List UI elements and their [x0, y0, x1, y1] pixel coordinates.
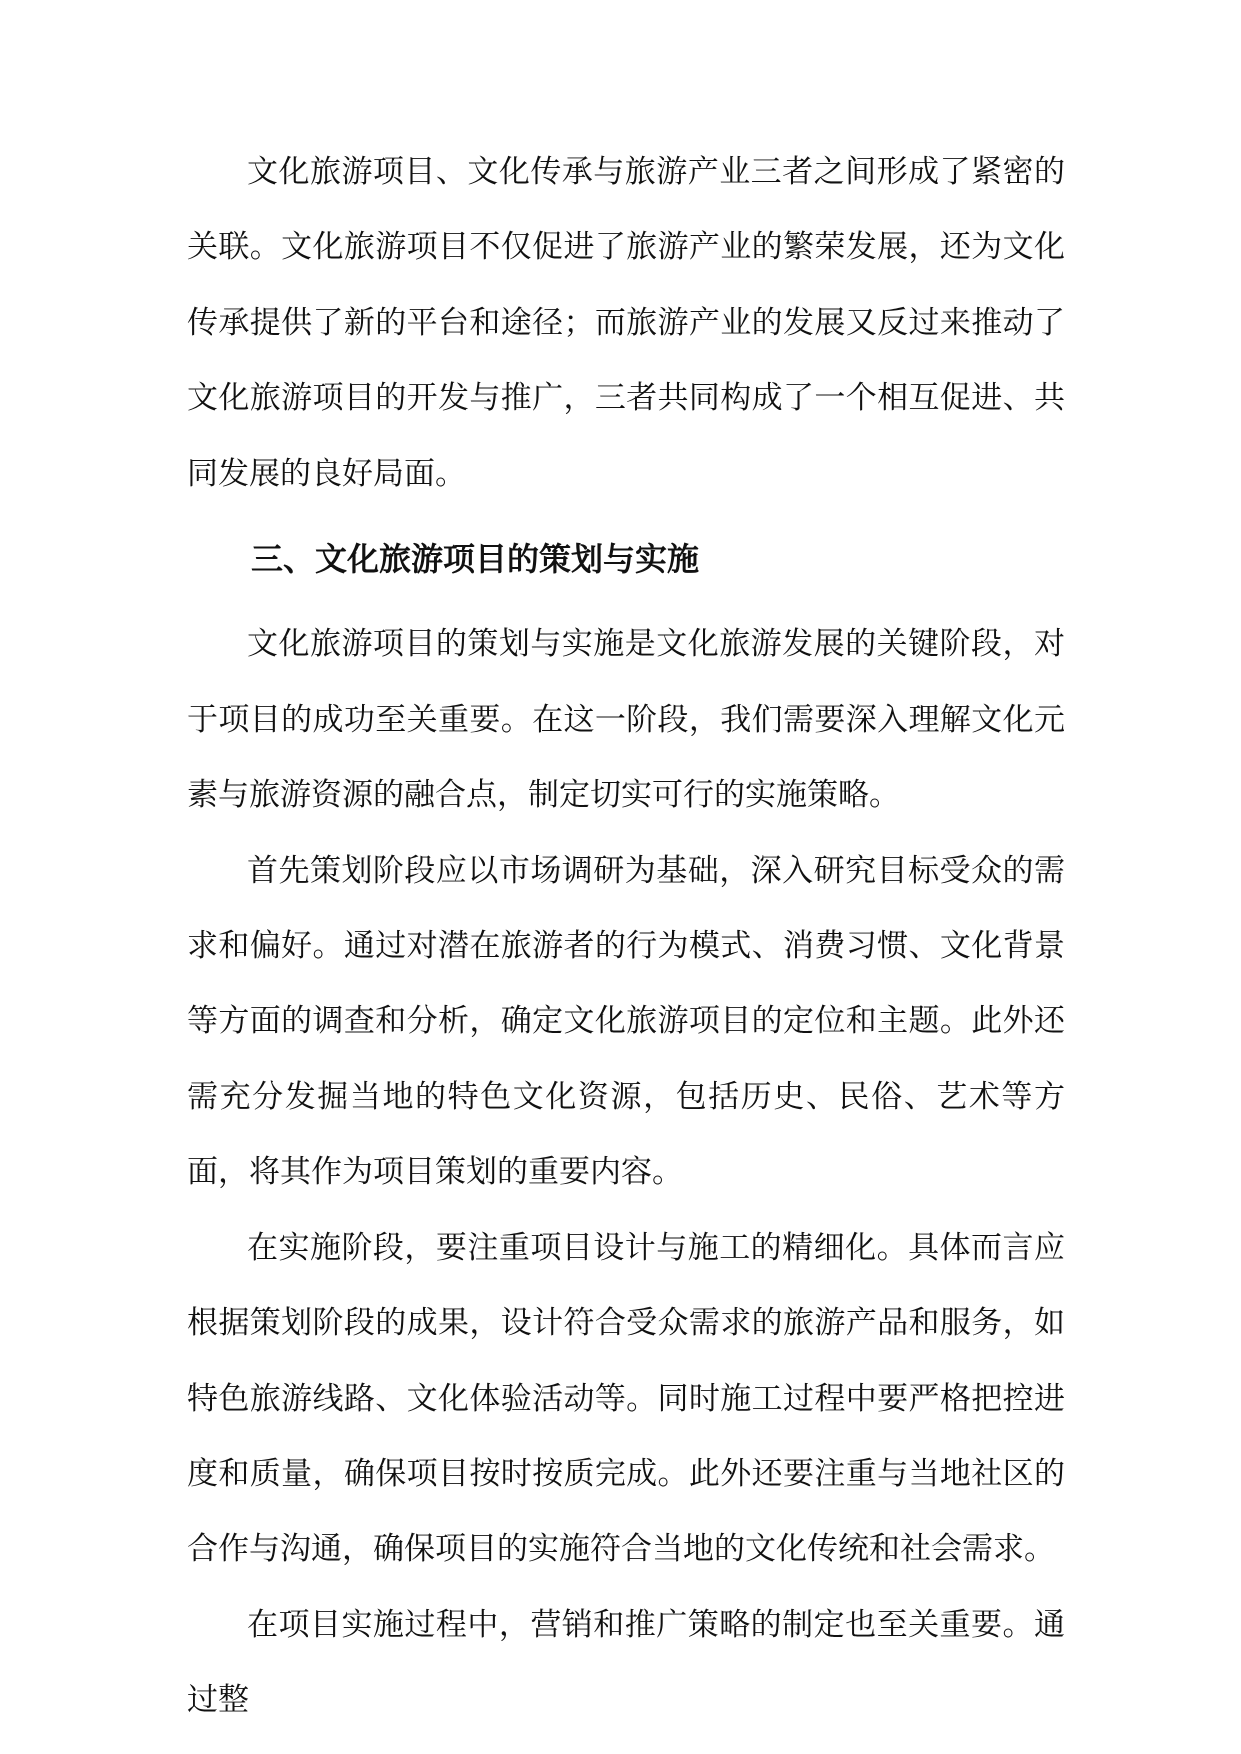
- paragraph: 在实施阶段，要注重项目设计与施工的精细化。具体而言应根据策划阶段的成果，设计符合受众需求的旅游产品和服务，如特色旅游线路、文化体验活动等。同时施工过程中要严格把控进度和质量，确保项目按时按质完成。此外还要注重与当地社区的合作与沟通，确保项目的实施符合当地的文化传统和社会需求。: [187, 1229, 1065, 1568]
- paragraph: 文化旅游项目、文化传承与旅游产业三者之间形成了紧密的关联。文化旅游项目不仅促进了旅游产业的繁荣发展，还为文化传承提供了新的平台和途径；而旅游产业的发展又反过来推动了文化旅游项目的开发与推广，三者共同构成了一个相互促进、共同发展的良好局面。: [187, 154, 1065, 492]
- section-heading: 三、文化旅游项目的策划与实施: [251, 540, 700, 579]
- document-body: [187, 135, 1065, 1739]
- paragraph: 文化旅游项目的策划与实施是文化旅游发展的关键阶段，对于项目的成功至关重要。在这一阶段，我们需要深入理解文化元素与旅游资源的融合点，制定切实可行的实施策略。: [187, 626, 1065, 814]
- paragraph: 首先策划阶段应以市场调研为基础，深入研究目标受众的需求和偏好。通过对潜在旅游者的行为模式、消费习惯、文化背景等方面的调查和分析，确定文化旅游项目的定位和主题。此外还需充分发掘当地的特色文化资源，包括历史、民俗、艺术等方面，将其作为项目策划的重要内容。: [187, 852, 1065, 1191]
- paragraph: 在项目实施过程中，营销和推广策略的制定也至关重要。通过整: [187, 1606, 1065, 1719]
